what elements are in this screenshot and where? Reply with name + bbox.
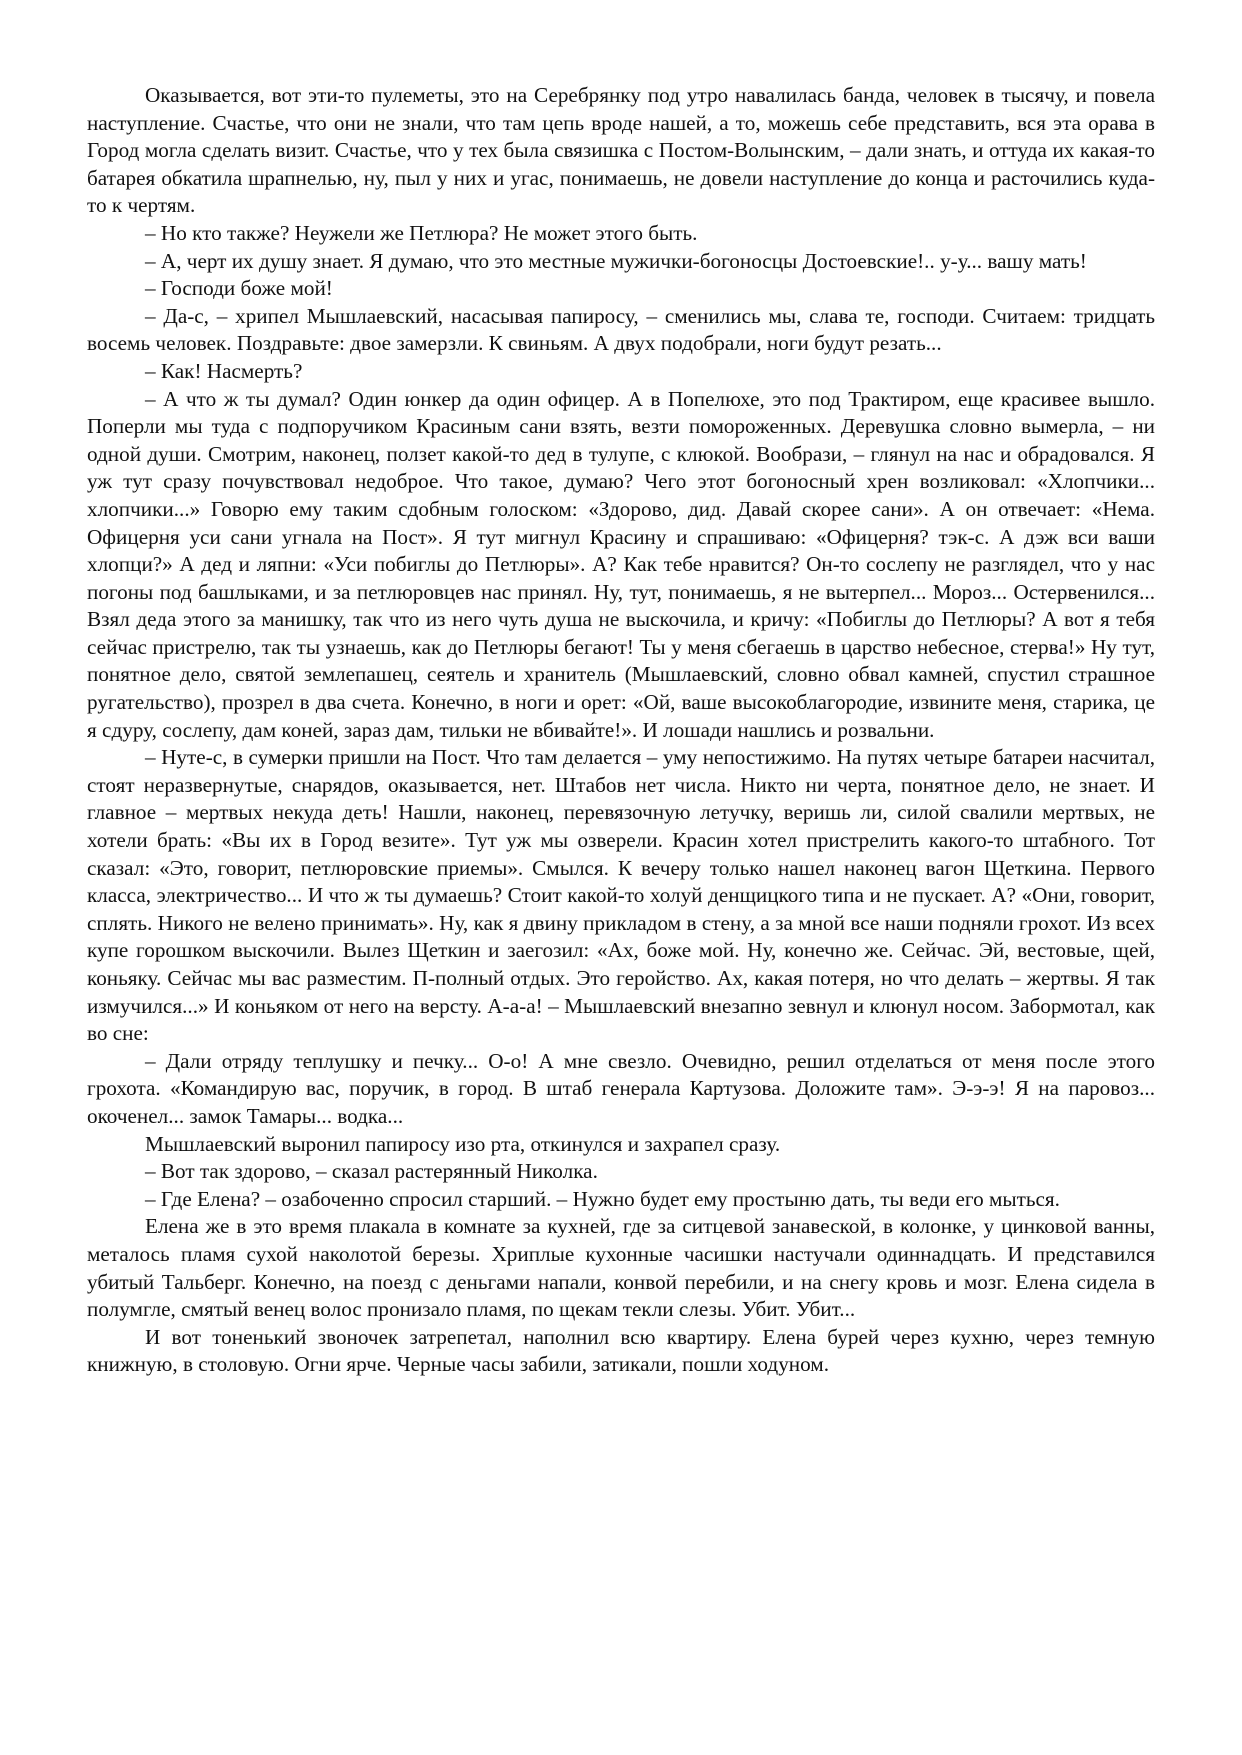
paragraph: – Господи боже мой! <box>145 276 333 301</box>
paragraph: – А что ж ты думал? Один юнкер да один офицер. А в Попелюхе, это под Трактиром, еще красивее вышло. Поперли мы туда с подпоручиком Красиным сани взять, везти помороженных. Деревушка словно вымерла, – ни одной души. Смотрим, наконец, ползет какой-то дед в тулупе, с клюкой. Вообрази, – глянул на нас и обрадовался. Я уж тут сразу почувствовал недоброе. Что такое, думаю? Чего этот богоносный хрен возликовал: «Хлопчики... хлопчики...» Говорю ему таким сдобным голоском: «Здорово, дид. Давай скорее сани». А он отвечает: «Нема. Офицерня уси сани угнала на Пост». Я тут мигнул Красину и спрашиваю: «Офицерня? тэк-с. А дэж вси ваши хлопци?» А дед и ляпни: «Уси побиглы до Петлюры». А? Как тебе нравится? Он-то сослепу не разглядел, что у нас погоны под башлыками, и за петлюровцев нас принял. Ну, тут, понимаешь, я не вытерпел... Мороз... Остервенился... Взял деда этого за манишку, так что из него чуть душа не выскочила, и кричу: «Побиглы до Петлюры? А вот я тебя сейчас пристрелю, так ты узнаешь, как до Петлюры бегают! Ты у меня сбегаешь в царство небесное, стерва!» Ну тут, понятное дело, святой землепашец, сеятель и хранитель (Мышлаевский, словно обвал камней, спустил страшное ругательство), прозрел в два счета. Конечно, в ноги и орет: «Ой, ваше высокоблагородие, извините меня, старика, це я сдуру, сослепу, дам коней, зараз дам, тильки не вбивайте!». И лошади нашлись и розвальни. <box>87 386 1155 742</box>
paragraph: Оказывается, вот эти-то пулеметы, это на Серебрянку под утро навалилась банда, человек в тысячу, и повела наступление. Счастье, что они не знали, что там цепь вроде нашей, а то, можешь себе представить, вся эта орава в Город могла сделать визит. Счастье, что у тех была связишка с Постом-Волынским, – дали знать, и оттуда их какая-то батарея обкатила шрапнелью, ну, пыл у них и угас, понимаешь, не довели наступление до конца и расточились куда-то к чертям. <box>87 83 1155 218</box>
paragraph: Мышлаевский выронил папиросу изо рта, откинулся и захрапел сразу. <box>145 1131 781 1156</box>
paragraph: – Как! Насмерть? <box>145 358 303 383</box>
paragraph: – Где Елена? – озабоченно спросил старший. – Нужно будет ему простыню дать, ты веди его мыться. <box>145 1186 1060 1211</box>
paragraph: – А, черт их душу знает. Я думаю, что это местные мужички-богоносцы Достоевские!.. у-у... вашу мать! <box>145 248 1087 273</box>
paragraph: – Да-с, – хрипел Мышлаевский, насасывая папиросу, – сменились мы, слава те, господи. Считаем: тридцать восемь человек. Поздравьте: двое замерзли. К свиньям. А двух подобрали, ноги будут резать... <box>87 303 1155 356</box>
paragraph: – Нуте-с, в сумерки пришли на Пост. Что там делается – уму непостижимо. На путях четыре батареи насчитал, стоят неразвернутые, снарядов, оказывается, нет. Штабов нет числа. Никто ни черта, понятное дело, не знает. И главное – мертвых некуда деть! Нашли, наконец, перевязочную летучку, веришь ли, силой свалили мертвых, не хотели брать: «Вы их в Город везите». Тут уж мы озверели. Красин хотел пристрелить какого-то штабного. Тот сказал: «Это, говорит, петлюровские приемы». Смылся. К вечеру только нашел наконец вагон Щеткина. Первого класса, электричество... И что ж ты думаешь? Стоит какой-то холуй денщицкого типа и не пускает. А? «Они, говорит, сплять. Никого не велено принимать». Ну, как я двину прикладом в стену, а за мной все наши подняли грохот. Из всех купе горошком выскочили. Вылез Щеткин и заегозил: «Ах, боже мой. Ну, конечно же. Сейчас. Эй, вестовые, щей, коньяку. Сейчас мы вас разместим. П-полный отдых. Это геройство. Ах, какая потеря, но что делать – жертвы. Я так измучился...» И коньяком от него на версту. А-а-а! – Мышлаевский внезапно зевнул и клюнул носом. Забормотал, как во сне: <box>87 745 1155 1046</box>
paragraph: – Но кто также? Неужели же Петлюра? Не может этого быть. <box>145 220 698 245</box>
paragraph: – Дали отряду теплушку и печку... О-о! А мне свезло. Очевидно, решил отделаться от меня после этого грохота. «Командирую вас, поручик, в город. В штаб генерала Картузова. Доложите там». Э-э-э! Я на паровоз... окоченел... замок Тамары... водка... <box>87 1048 1155 1128</box>
paragraph: Елена же в это время плакала в комнате за кухней, где за ситцевой занавеской, в колонке, у цинковой ванны, металось пламя сухой наколотой березы. Хриплые кухонные часишки настучали одиннадцать. И представился убитый Тальберг. Конечно, на поезд с деньгами напали, конвой перебили, и на снегу кровь и мозг. Елена сидела в полумгле, смятый венец волос пронизало пламя, по щекам текли слезы. Убит. Убит... <box>87 1214 1155 1322</box>
paragraph: – Вот так здорово, – сказал растерянный Николка. <box>145 1159 598 1184</box>
document-page <box>87 82 1155 1379</box>
paragraph: И вот тоненький звоночек затрепетал, наполнил всю квартиру. Елена бурей через кухню, через темную книжную, в столовую. Огни ярче. Черные часы забили, затикали, пошли ходуном. <box>87 1324 1155 1377</box>
